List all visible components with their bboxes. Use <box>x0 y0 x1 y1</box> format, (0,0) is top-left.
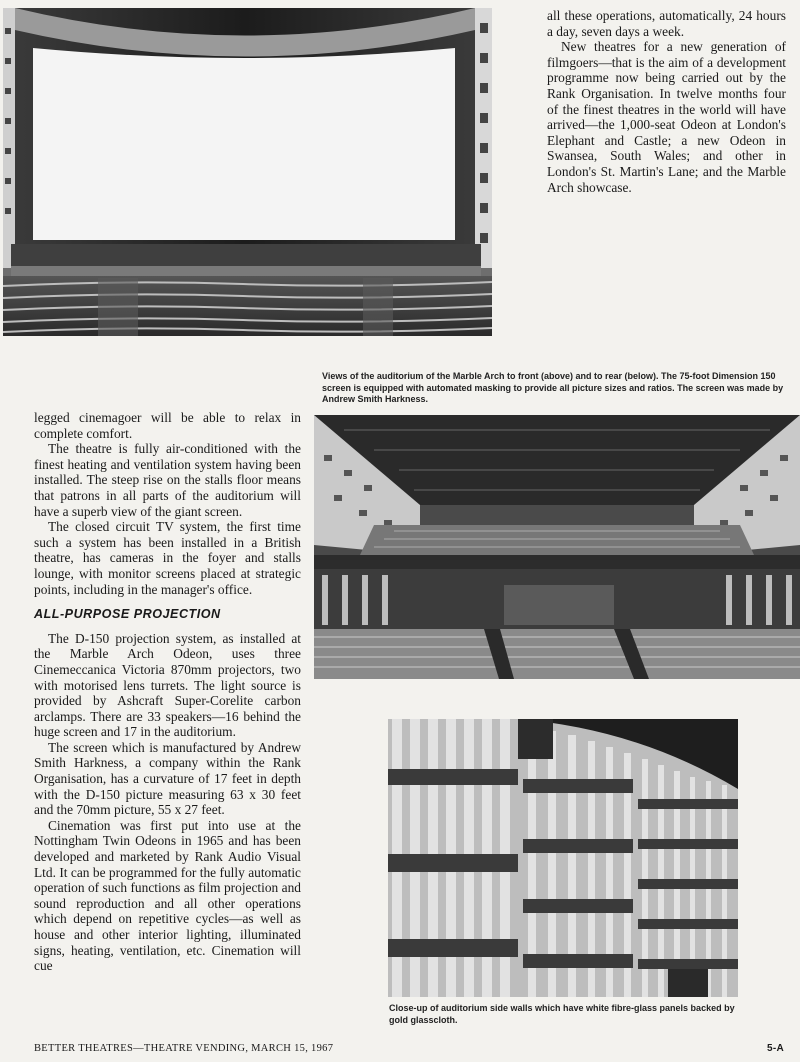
caption-auditorium: Views of the auditorium of the Marble Arch to front (above) and to rear (below). The 75-foot Dimension 150 screen is equipped with automated masking to provide all picture sizes and ratios. The screen was made by Andrew Smith Harkness. <box>322 371 784 405</box>
footer-publication: BETTER THEATRES—THEATRE VENDING, MARCH 15, 1967 <box>34 1043 334 1054</box>
paragraph: legged cinemagoer will be able to relax in complete comfort. <box>34 410 301 441</box>
photo-side-walls <box>388 719 738 997</box>
section-heading: ALL-PURPOSE PROJECTION <box>34 607 221 622</box>
paragraph: Cinemation was first put into use at the Nottingham Twin Odeons in 1965 and has been developed and marketed by Rank Audio Visual Ltd. It can be programmed for the fully automatic operation of such functions as film projection and sound reproduction and all other operations which depend on repetitive cycles—as well as house and other interior lighting, illuminated signs, heating, ventilation, etc. Cinemation will cue <box>34 817 301 974</box>
paragraph: New theatres for a new generation of filmgoers—that is the aim of a development programme now being carried out by the Rank Organisation. In twelve months four of the finest theatres in the world will have arrived—the 1,000-seat Odeon at London's Elephant and Castle; a new Odeon in Swansea, South Wales; and other in London's St. Martin's Lane; and the Marble Arch showcase. <box>547 39 786 195</box>
paragraph: The D-150 projection system, as installed at the Marble Arch Odeon, uses three Cinemeccanica Victoria 870mm projectors, two with motorised lens turrets. The light source is provided by Ashcraft Super-Corelite carbon arclamps. There are 33 speakers—16 behind the huge screen and 17 in the auditorium. <box>34 630 301 740</box>
paragraph: The screen which is manufactured by Andrew Smith Harkness, a company within the Rank Organisation, has a curvature of 17 feet in depth with the D-150 picture measuring 63 x 30 feet and the 70mm picture, 55 x 27 feet. <box>34 739 301 818</box>
paragraph: The theatre is fully air-conditioned with the finest heating and ventilation system having been installed. The steep rise on the stalls floor means that patrons in all parts of the auditorium will have a superb view of the giant screen. <box>34 441 301 519</box>
paragraph: The closed circuit TV system, the first time such a system has been installed in a British theatre, has cameras in the foyer and stalls lounge, with monitor screens placed at strategic points, including in the manager's office. <box>34 519 301 597</box>
photo-screen <box>3 8 492 336</box>
paragraph: all these operations, automatically, 24 hours a day, seven days a week. <box>547 8 786 39</box>
top-right-text <box>547 8 786 195</box>
caption-side-walls: Close-up of auditorium side walls which have white fibre-glass panels backed by gold glasscloth. <box>389 1003 735 1025</box>
page-number: 5-A <box>767 1043 785 1054</box>
photo-auditorium-rear <box>314 415 800 679</box>
left-column-text <box>34 410 301 974</box>
